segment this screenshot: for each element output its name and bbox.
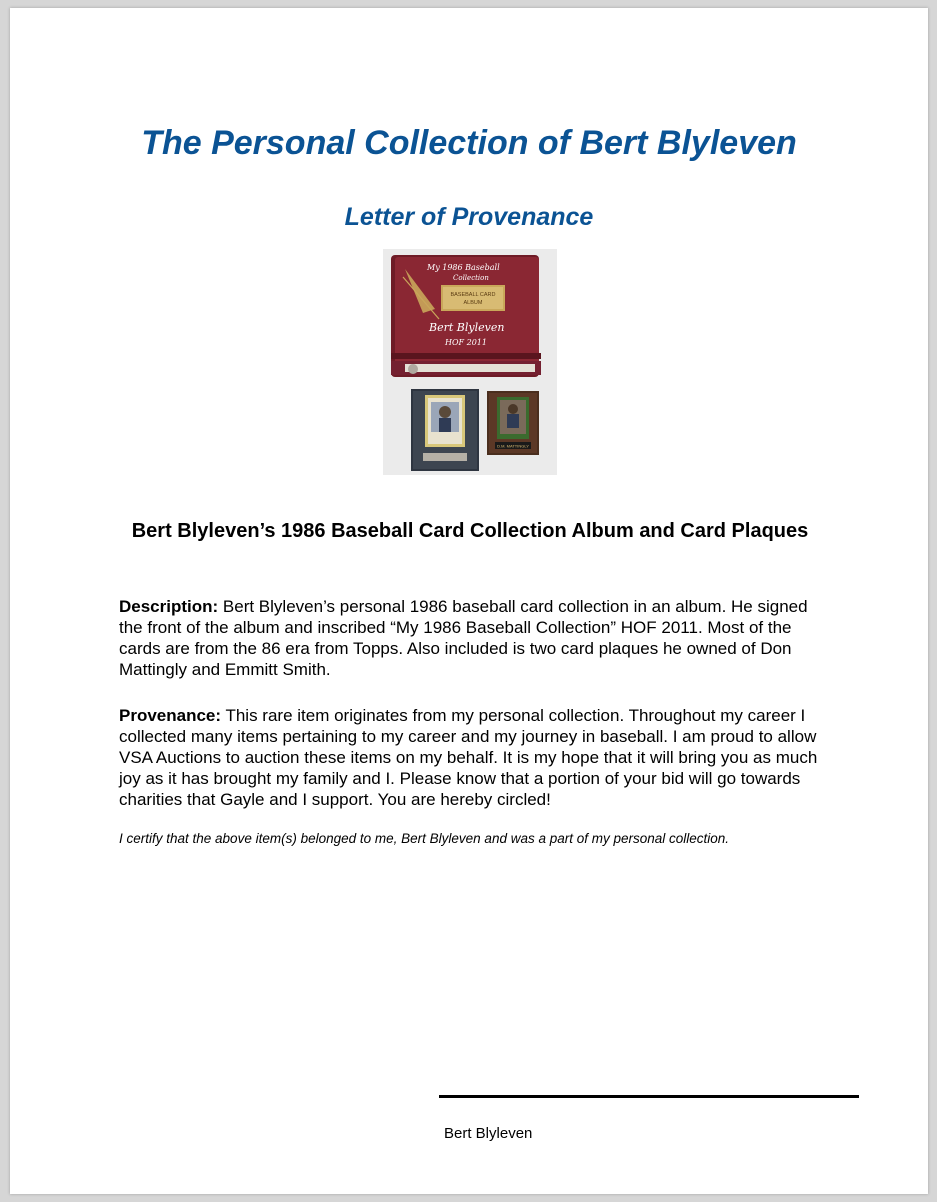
page-subtitle: Letter of Provenance xyxy=(344,203,594,231)
album-hof: HOF 2011 xyxy=(445,338,487,347)
plaque-right-label: D.M. MATTINGLY xyxy=(497,443,529,449)
description-label: Description: xyxy=(119,597,219,616)
item-photo xyxy=(383,249,557,475)
provenance-paragraph xyxy=(119,705,831,810)
description-paragraph xyxy=(119,596,831,680)
signature-name: Bert Blyleven xyxy=(444,1125,533,1142)
card-album xyxy=(391,255,541,377)
signature-line xyxy=(439,1095,859,1098)
card-plaque-right xyxy=(487,391,539,455)
album-inscription-1: My 1986 Baseball xyxy=(427,263,500,272)
album-label-2: ALBUM xyxy=(463,300,483,306)
provenance-label: Provenance: xyxy=(119,706,222,725)
item-photo-illustration xyxy=(383,249,557,475)
card-plaque-left xyxy=(411,389,479,471)
album-inscription-2: Collection xyxy=(453,274,489,282)
album-signature: Bert Blyleven xyxy=(429,321,505,334)
certification-statement: I certify that the above item(s) belonged to me, Bert Blyleven and was a part of my personal collection. xyxy=(119,831,730,846)
description-text: Bert Blyleven’s personal 1986 baseball card collection in an album. He signed the front of the album and inscribed “My 1986 Baseball Collection” HOF 2011. Most of the cards are from the 86 era from Topps. Also included is two card plaques he owned of Don Mattingly and Emmitt Smith. xyxy=(119,597,808,679)
document-page xyxy=(10,8,928,1194)
item-heading: Bert Blyleven’s 1986 Baseball Card Collection Album and Card Plaques xyxy=(131,520,809,542)
provenance-text: This rare item originates from my personal collection. Throughout my career I collected many items pertaining to my career and my journey in baseball. I am proud to allow VSA Auctions to auction these items on my behalf. It is my hope that it will bring you as much joy as it has brought my family and I. Please know that a portion of your bid will go towards charities that Gayle and I support. You are hereby circled! xyxy=(119,706,818,809)
page-title: The Personal Collection of Bert Blyleven xyxy=(141,124,797,162)
album-label-1: BASEBALL CARD xyxy=(450,292,496,298)
